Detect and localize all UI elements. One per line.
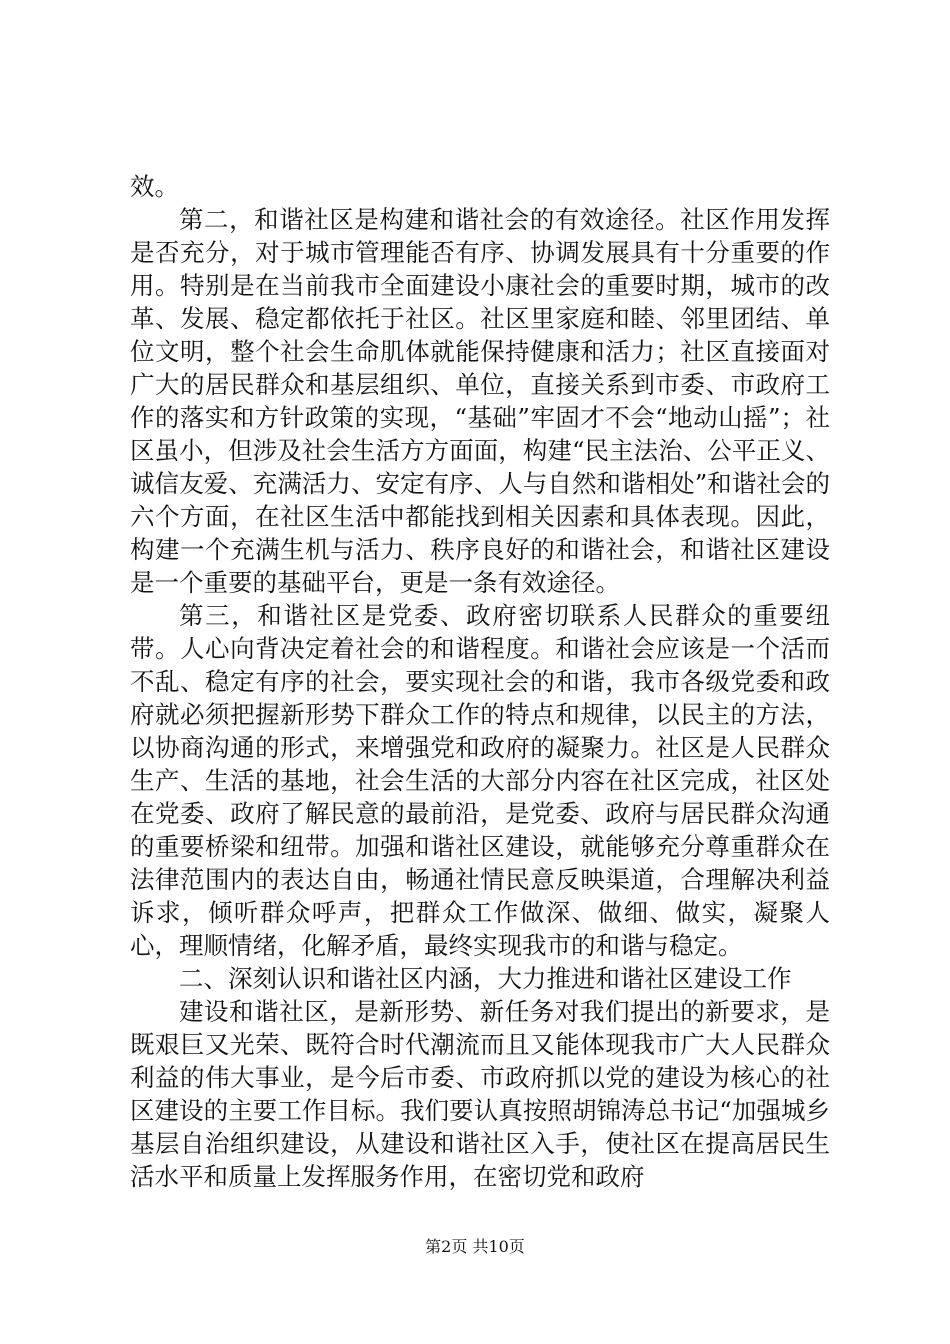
paragraph-section-intro: 建设和谐社区，是新形势、新任务对我们提出的新要求，是既艰巨又光荣、既符合时代潮流而且又能体现我市广大人民群众利益的伟大事业，是今后市委、市政府抓以党的建设为核心的社区建设的主要工作目标。我们要认真按照胡锦涛总书记“加强城乡基层自治组织建设，从建设和谐社区入手，使社区在提高居民生活水平和质量上发挥服务作用，在密切党和政府 bbox=[130, 997, 830, 1191]
document-body bbox=[130, 170, 830, 1193]
paragraph-third-point: 第三，和谐社区是党委、政府密切联系人民群众的重要纽带。人心向背决定着社会的和谐程度。和谐社会应该是一个活而不乱、稳定有序的社会，要实现社会的和谐，我市各级党委和政府就必须把握新形势下群众工作的特点和规律，以民主的方法，以协商沟通的形式，来增强党和政府的凝聚力。社区是人民群众生产、生活的基地，社会生活的大部分内容在社区完成，社区处在党委、政府了解民意的最前沿，是党委、政府与居民群众沟通的重要桥梁和纽带。加强和谐社区建设，就能够充分尊重群众在法律范围内的表达自由，畅通社情民意反映渠道，合理解决利益诉求，倾听群众呼声，把群众工作做深、做细、做实，凝聚人心，理顺情绪，化解矛盾，最终实现我市的和谐与稳定。 bbox=[130, 601, 830, 960]
paragraph-second-point: 第二，和谐社区是构建和谐社会的有效途径。社区作用发挥是否充分，对于城市管理能否有序、协调发展具有十分重要的作用。特别是在当前我市全面建设小康社会的重要时期，城市的改革、发展、稳定都依托于社区。社区里家庭和睦、邻里团结、单位文明，整个社会生命肌体就能保持健康和活力；社区直接面对广大的居民群众和基层组织、单位，直接关系到市委、市政府工作的落实和方针政策的实现，“基础”牢固才不会“地动山摇”；社区虽小，但涉及社会生活方方面面，构建“民主法治、公平正义、诚信友爱、充满活力、安定有序、人与自然和谐相处”和谐社会的六个方面，在社区生活中都能找到相关因素和具体表现。因此，构建一个充满生机与活力、秩序良好的和谐社会，和谐社区建设是一个重要的基础平台，更是一条有效途径。 bbox=[130, 205, 830, 597]
paragraph-continuation: 效。 bbox=[130, 172, 179, 201]
section-heading: 二、深刻认识和谐社区内涵，大力推进和谐社区建设工作 bbox=[179, 964, 792, 993]
page-number-footer: 第2页 共10页 bbox=[425, 1237, 525, 1256]
